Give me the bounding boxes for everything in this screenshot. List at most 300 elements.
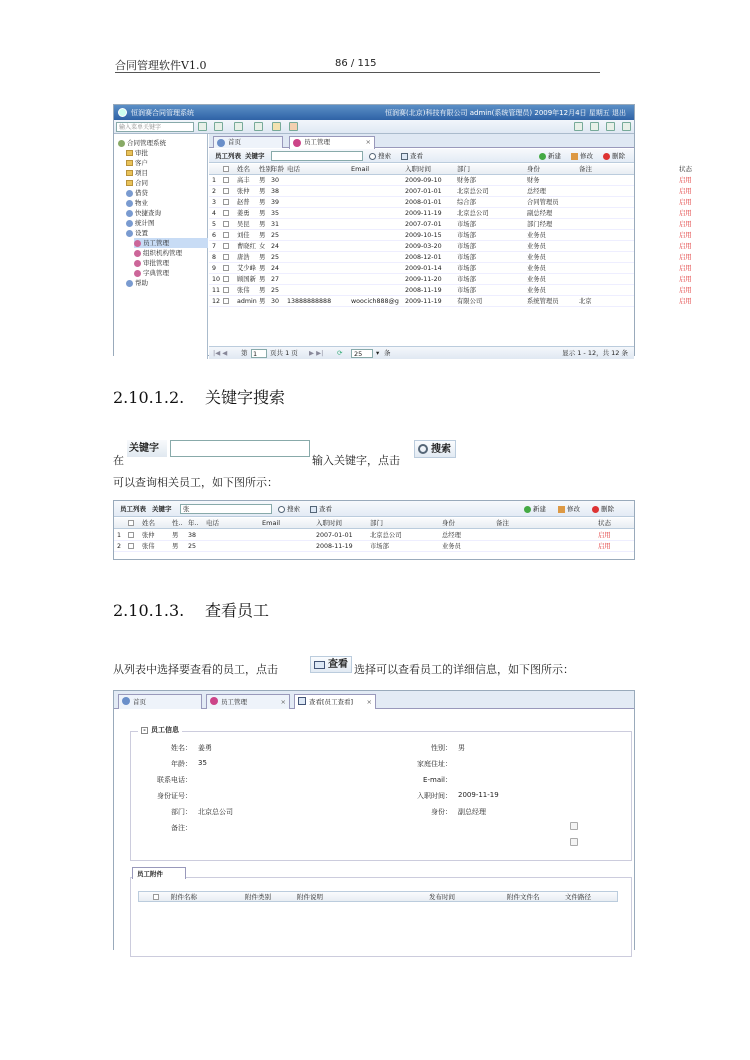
table-cell: 张仲 [142, 532, 155, 539]
tab-employee-label: 员工管理 [221, 698, 247, 706]
table-cell: 系统管理员 [527, 298, 559, 305]
tree-item-label: 审批管理 [143, 259, 169, 267]
table-cell: 张仲 [237, 188, 250, 195]
attachment-panel [130, 877, 632, 957]
status-cell: 启用 [679, 177, 692, 184]
table-cell: 业务员 [442, 543, 461, 550]
page-size-suffix: 条 [384, 349, 391, 357]
table-cell: 2009-09-10 [405, 177, 442, 184]
row-number: 10 [212, 276, 221, 283]
tree-item[interactable] [134, 258, 208, 268]
row-number: 9 [212, 265, 217, 272]
delete-button[interactable] [592, 501, 614, 517]
select-all-checkbox[interactable] [223, 166, 229, 172]
table-cell: 业务员 [527, 287, 546, 294]
status-cell: 启用 [679, 243, 692, 250]
tab-view-label: 查看[员工查看] [309, 698, 354, 706]
list-title: 员工列表 [215, 152, 241, 160]
folder-icon [126, 180, 133, 186]
row-checkbox[interactable] [223, 210, 229, 216]
page-display-info: 显示 1 - 12，共 12 条 [562, 349, 628, 357]
column-header[interactable]: 备注 [496, 519, 509, 527]
tree-item-label: 审批 [135, 149, 148, 157]
table-row[interactable] [114, 541, 634, 552]
row-checkbox[interactable] [223, 276, 229, 282]
table-cell: 副总经理 [527, 210, 553, 217]
next-page-icon[interactable]: ▶ ▶| [309, 349, 324, 357]
table-cell: 2007-01-01 [405, 188, 442, 195]
row-number: 2 [117, 543, 122, 550]
table-row[interactable] [209, 296, 692, 307]
edit-button[interactable] [558, 501, 580, 517]
table-cell: 男 [259, 254, 266, 261]
field-label: 身份： [431, 808, 452, 816]
user-icon [134, 250, 141, 257]
first-page-icon[interactable]: |◀ ◀ [213, 349, 228, 357]
status-cell: 启用 [598, 543, 611, 550]
tree-item-label: 字典管理 [143, 269, 169, 277]
table-cell: 女 [259, 243, 266, 250]
table-cell: 业务员 [527, 243, 546, 250]
tools-icon[interactable] [272, 122, 281, 131]
tree-item-label: 物业 [135, 199, 148, 207]
edit-button[interactable] [571, 149, 593, 163]
tab-employee-view[interactable] [294, 694, 376, 709]
gear-icon [126, 190, 133, 197]
table-cell: 业务员 [527, 265, 546, 272]
tree-item[interactable] [126, 198, 208, 208]
row-checkbox[interactable] [223, 221, 229, 227]
table-cell: 39 [271, 199, 280, 206]
search-button[interactable] [369, 149, 391, 163]
list-toolbar [209, 149, 634, 163]
column-header[interactable]: 电话 [206, 519, 219, 527]
field-value: 2009-11-19 [458, 791, 499, 799]
table-cell: 张伟 [237, 287, 250, 294]
table-cell: 38 [271, 188, 280, 195]
column-header[interactable]: 性别 [259, 165, 272, 173]
table-cell: woocich888@g [351, 298, 399, 305]
para-text: 选择可以查看员工的详细信息，如下图所示： [354, 663, 574, 676]
column-header[interactable]: 备注 [579, 165, 592, 173]
table-cell: 25 [271, 254, 280, 261]
field-label: 性别： [431, 744, 452, 752]
table-cell: 男 [172, 543, 179, 550]
tree-item-label: 项目 [135, 169, 148, 177]
table-cell: 男 [259, 232, 266, 239]
user-icon [134, 240, 141, 247]
status-cell: 启用 [679, 265, 692, 272]
section-title: 查看员工 [205, 601, 270, 620]
para-text: 可以查询相关员工，如下图所示： [113, 476, 278, 489]
tab-home[interactable] [213, 136, 283, 148]
keyword-input-image [170, 440, 310, 457]
folder-icon [126, 150, 133, 156]
page-size-select[interactable]: 25 [351, 349, 373, 358]
column-header[interactable]: 电话 [287, 165, 300, 173]
globe-icon [118, 140, 125, 147]
table-cell: 总经理 [442, 532, 461, 539]
column-header[interactable]: 性.. [172, 519, 183, 527]
view-icon [314, 661, 325, 669]
keyword-label-image: 关键字 [127, 440, 167, 457]
table-cell: 姜勇 [237, 210, 250, 217]
app-title-bar [114, 105, 634, 120]
table-row[interactable] [114, 530, 634, 541]
table-cell: 北京总公司 [457, 210, 489, 217]
tree-item[interactable] [126, 218, 208, 228]
tab-home-label: 首页 [133, 698, 146, 706]
tree-item-label: 帮助 [135, 279, 148, 287]
tree-item[interactable] [126, 188, 208, 198]
table-cell: 男 [259, 298, 266, 305]
close-icon[interactable]: × [365, 138, 371, 146]
search-label: 搜索 [378, 152, 391, 160]
window-icon[interactable] [234, 122, 243, 131]
row-checkbox[interactable] [223, 199, 229, 205]
column-header[interactable]: 发布时间 [429, 893, 455, 901]
cut-icon[interactable] [289, 122, 298, 131]
status-cell: 启用 [679, 199, 692, 206]
new-button[interactable] [539, 149, 561, 163]
table-cell: 13888888888 [287, 298, 332, 305]
tree-item-label: 借贷 [135, 189, 148, 197]
field-label: 姓名： [171, 744, 192, 752]
select-all-checkbox[interactable] [128, 520, 134, 526]
table-cell: 北京总公司 [370, 532, 402, 539]
row-checkbox[interactable] [223, 177, 229, 183]
row-number: 3 [212, 199, 217, 206]
column-header[interactable]: 部门 [457, 165, 470, 173]
tree-item[interactable] [126, 208, 208, 218]
column-header[interactable]: Email [262, 519, 281, 527]
tab-employee-management[interactable] [289, 136, 375, 149]
delete-button[interactable] [603, 149, 625, 163]
view-label: 查看 [328, 659, 348, 670]
table-cell: 24 [271, 265, 280, 272]
search-icon [418, 444, 428, 454]
table-cell: 2009-11-19 [405, 210, 442, 217]
table-cell: 市场部 [370, 543, 389, 550]
close-icon[interactable]: × [366, 698, 372, 706]
table-cell: 市场部 [457, 287, 476, 294]
table-cell: 部门经理 [527, 221, 553, 228]
table-cell: 男 [259, 210, 266, 217]
field-label: 身份证号： [157, 792, 192, 800]
employee-view-screenshot [113, 690, 635, 950]
table-cell: 吴昆 [237, 221, 250, 228]
folder-icon [126, 170, 133, 176]
table-row[interactable] [209, 274, 692, 285]
table-row[interactable] [209, 208, 692, 219]
column-header[interactable]: 年.. [188, 519, 199, 527]
column-header[interactable]: 状态 [679, 165, 692, 173]
grid-icon[interactable] [254, 122, 263, 131]
view-label: 查看 [319, 505, 332, 513]
tab-home[interactable] [118, 694, 202, 709]
layout-icon[interactable] [214, 122, 223, 131]
tree-item-label: 客户 [135, 159, 148, 167]
search-label: 搜索 [431, 444, 451, 455]
tab-home-label: 首页 [228, 138, 241, 146]
field-label: 部门： [171, 808, 192, 816]
search-button[interactable] [278, 501, 300, 517]
table-cell: 总经理 [527, 188, 546, 195]
row-number: 8 [212, 254, 217, 261]
page-label: 第 [241, 349, 248, 357]
table-cell: admin [237, 298, 257, 305]
table-cell: 有限公司 [457, 298, 483, 305]
row-checkbox[interactable] [223, 265, 229, 271]
status-cell: 启用 [679, 221, 692, 228]
view-button[interactable] [401, 149, 423, 163]
tree-item[interactable] [126, 278, 208, 288]
column-header[interactable]: 附件说明 [297, 893, 323, 901]
section-number: 2.10.1.3. [113, 601, 185, 620]
list-title: 员工列表 [120, 505, 146, 513]
collapse-icon[interactable]: - [141, 727, 148, 734]
table-cell: 艾少峰 [237, 265, 256, 272]
table-cell: 2008-01-01 [405, 199, 442, 206]
table-cell: 男 [259, 221, 266, 228]
group-title[interactable] [138, 725, 182, 735]
tree-item[interactable] [134, 238, 208, 248]
row-number: 1 [212, 177, 217, 184]
attachment-grid-header [138, 891, 618, 902]
column-header[interactable]: 入职时间 [316, 519, 342, 527]
table-cell: 男 [259, 177, 266, 184]
column-header[interactable]: 附件名称 [171, 893, 197, 901]
tree-item[interactable] [134, 268, 208, 278]
grid-header [209, 164, 692, 175]
document-header [115, 57, 600, 73]
tree-item[interactable] [126, 148, 208, 158]
table-cell: 市场部 [457, 254, 476, 261]
tree-item[interactable] [126, 168, 208, 178]
user-icon [134, 260, 141, 267]
section-number: 2.10.1.2. [113, 388, 185, 407]
nav-tree [114, 134, 208, 359]
app-status-info: 恒润赛(北京)科技有限公司 admin(系统管理员) 2009年12月4日 星期五 退出 [385, 109, 626, 117]
menu-search-icon[interactable] [198, 122, 207, 131]
table-cell: 25 [188, 543, 197, 550]
table-cell: 2007-07-01 [405, 221, 442, 228]
tree-item[interactable] [126, 178, 208, 188]
close-icon[interactable]: × [280, 698, 286, 706]
table-cell: 男 [259, 199, 266, 206]
table-cell: 38 [188, 532, 197, 539]
column-header[interactable]: 身份 [442, 519, 455, 527]
table-cell: 24 [271, 243, 280, 250]
view-button[interactable] [310, 501, 332, 517]
column-header[interactable]: 年龄 [271, 165, 284, 173]
app-logo-icon [118, 108, 127, 117]
refresh-icon[interactable]: ⟳ [337, 349, 343, 357]
table-cell: 25 [271, 232, 280, 239]
row-number: 1 [117, 532, 122, 539]
table-row[interactable] [209, 175, 692, 186]
status-cell: 启用 [598, 532, 611, 539]
tree-item[interactable] [126, 158, 208, 168]
table-cell: 男 [259, 188, 266, 195]
table-cell: 市场部 [457, 232, 476, 239]
field-label: 备注： [171, 824, 192, 832]
tab-employee-management[interactable] [206, 694, 290, 709]
status-cell: 启用 [679, 276, 692, 283]
table-cell: 曹晓红 [237, 243, 256, 250]
field-label: E-mail： [423, 776, 452, 784]
employee-list-screenshot [113, 104, 692, 358]
table-cell: 30 [271, 298, 280, 305]
column-header[interactable]: 入职时间 [405, 165, 431, 173]
app-toolbar [114, 120, 634, 134]
row-checkbox[interactable] [223, 298, 229, 304]
table-cell: 财务 [527, 177, 540, 184]
tab-bar [114, 691, 634, 709]
tree-item-label: 统计图 [135, 219, 155, 227]
delete-label: 删除 [601, 505, 614, 513]
window-menu-icon[interactable] [622, 122, 631, 131]
table-cell: 业务员 [527, 254, 546, 261]
field-value: 副总经理 [458, 808, 486, 816]
field-value: 北京总公司 [198, 808, 233, 816]
column-header[interactable]: 状态 [598, 519, 611, 527]
table-cell: 刘佳 [237, 232, 250, 239]
field-label: 联系电话： [157, 776, 192, 784]
table-cell: 市场部 [457, 221, 476, 228]
print-icon[interactable] [606, 122, 615, 131]
tree-item-label: 设置 [135, 229, 148, 237]
tree-item-label: 快捷查询 [135, 209, 161, 217]
tab-employee-label: 员工管理 [304, 138, 330, 146]
new-label: 新建 [548, 152, 561, 160]
column-header[interactable]: 部门 [370, 519, 383, 527]
keyword-input[interactable]: 张 [180, 504, 272, 514]
field-label: 入职时间： [417, 792, 452, 800]
main-panel [209, 134, 692, 359]
section-heading-keyword-search [113, 385, 285, 408]
field-label: 年龄： [171, 760, 192, 768]
attachment-tab[interactable]: 员工附件 [132, 867, 186, 879]
status-cell: 启用 [679, 298, 692, 305]
status-cell: 启用 [679, 232, 692, 239]
keyword-input[interactable] [271, 151, 363, 161]
table-cell: 北京总公司 [457, 188, 489, 195]
status-cell: 启用 [679, 254, 692, 261]
tab-bar [209, 134, 634, 148]
table-cell: 2009-10-15 [405, 232, 442, 239]
para-text: 输入关键字，点击 [312, 454, 400, 467]
table-row[interactable] [209, 219, 692, 230]
tree-item-label: 组织机构管理 [143, 249, 182, 257]
row-checkbox[interactable] [223, 243, 229, 249]
table-cell: 财务部 [457, 177, 476, 184]
column-header[interactable]: Email [351, 165, 370, 173]
column-header[interactable]: 身份 [527, 165, 540, 173]
page-total: 页共 1 页 [270, 349, 298, 357]
pager [209, 346, 634, 359]
table-cell: 27 [271, 276, 280, 283]
field-value: 姜勇 [198, 744, 212, 752]
table-cell: 北京 [579, 298, 592, 305]
row-checkbox[interactable] [128, 532, 134, 538]
column-header[interactable]: 文件路径 [565, 893, 591, 901]
document-title: 合同管理软件V1.0 [115, 59, 207, 72]
gear-icon [126, 200, 133, 207]
app-name: 恒润赛合同管理系统 [131, 109, 194, 117]
user-icon [134, 270, 141, 277]
row-checkbox[interactable] [223, 188, 229, 194]
status-cell: 启用 [679, 287, 692, 294]
tree-item-label: 员工管理 [143, 239, 169, 247]
table-row[interactable] [209, 285, 692, 296]
table-cell: 市场部 [457, 265, 476, 272]
row-number: 2 [212, 188, 217, 195]
table-cell: 35 [271, 210, 280, 217]
menu-search-input[interactable]: 输入菜单关键字 [116, 122, 194, 132]
zoom-icon[interactable] [590, 122, 599, 131]
table-cell: 市场部 [457, 276, 476, 283]
table-row[interactable] [209, 186, 692, 197]
edit-label: 修改 [567, 505, 580, 513]
keyword-search-screenshot [113, 500, 635, 560]
select-all-checkbox[interactable] [153, 894, 159, 900]
column-header[interactable]: 附件文件名 [507, 893, 540, 901]
table-cell: 男 [172, 532, 179, 539]
chevron-down-icon[interactable]: ▾ [376, 349, 380, 357]
table-cell: 2007-01-01 [316, 532, 353, 539]
row-number: 12 [212, 298, 221, 305]
tree-item[interactable] [118, 138, 208, 148]
tree-item-label: 合同 [135, 179, 148, 187]
table-cell: 男 [259, 265, 266, 272]
view-icon [298, 697, 306, 705]
row-number: 11 [212, 287, 221, 294]
table-row[interactable] [209, 197, 692, 208]
section-heading-view-employee [113, 598, 269, 621]
column-header[interactable]: 附件类别 [245, 893, 271, 901]
row-checkbox[interactable] [223, 232, 229, 238]
check-icon[interactable] [570, 838, 578, 846]
row-checkbox[interactable] [223, 287, 229, 293]
column-header[interactable]: 姓名 [237, 165, 250, 173]
mail-icon[interactable] [574, 122, 583, 131]
expand-icon[interactable] [570, 822, 578, 830]
view-button-image [310, 656, 352, 673]
table-row[interactable] [209, 263, 692, 274]
field-value: 男 [458, 744, 465, 752]
new-button[interactable] [524, 501, 546, 517]
tree-item[interactable] [134, 248, 208, 258]
column-header[interactable]: 姓名 [142, 519, 155, 527]
table-cell: 男 [259, 287, 266, 294]
table-cell: 张伟 [142, 543, 155, 550]
home-icon [122, 697, 130, 705]
table-cell: 30 [271, 177, 280, 184]
row-checkbox[interactable] [128, 543, 134, 549]
folder-icon [126, 160, 133, 166]
table-row[interactable] [209, 230, 692, 241]
table-cell: 31 [271, 221, 280, 228]
table-row[interactable] [209, 252, 692, 263]
table-cell: 赵普 [237, 199, 250, 206]
table-row[interactable] [209, 241, 692, 252]
page-number-input[interactable]: 1 [251, 349, 267, 358]
table-cell: 高丰 [237, 177, 250, 184]
gear-icon [126, 280, 133, 287]
tree-item[interactable] [126, 228, 208, 238]
row-checkbox[interactable] [223, 254, 229, 260]
